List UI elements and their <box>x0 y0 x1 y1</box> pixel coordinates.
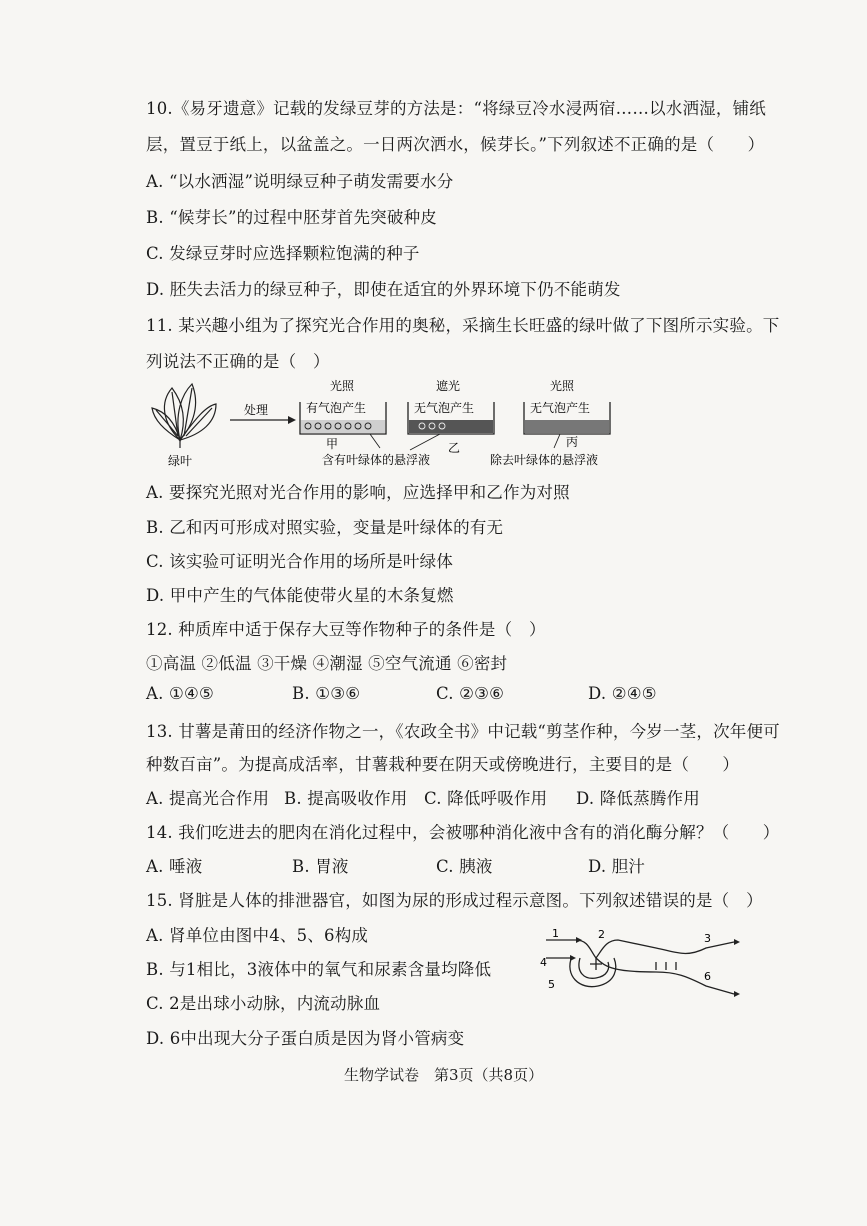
tube-jia-top-label: 光照 <box>330 379 355 393</box>
caption-left: 含有叶绿体的悬浮液 <box>322 453 431 467</box>
q15-option-d: D. 6中出现大分子蛋白质是因为肾小管病变 <box>146 1029 465 1048</box>
q14-option-a: A. 唾液 <box>146 857 203 876</box>
q12-option-a: A. ①④⑤ <box>146 684 214 703</box>
tube-bing <box>524 378 610 449</box>
tube-jia-inner-label: 有气泡产生 <box>306 401 367 415</box>
nephron-label-1: 1 <box>552 928 559 940</box>
nephron-label-2: 2 <box>598 928 605 941</box>
q13-stem-line2: 种数百亩”。为提高成活率，甘薯栽种要在阴天或傍晚进行，主要目的是（ ） <box>146 755 740 774</box>
q12-option-c: C. ②③⑥ <box>436 684 505 703</box>
q11-option-a: A. 要探究光照对光合作用的影响，应选择甲和乙作为对照 <box>146 483 570 502</box>
q15-stem: 15. 肾脏是人体的排泄器官，如图为尿的形成过程示意图。下列叙述错误的是（ ） <box>146 891 763 910</box>
q14-option-b: B. 胃液 <box>292 857 349 876</box>
page-footer: 生物学试卷 第3页（共8页） <box>344 1066 544 1084</box>
q14-option-c: C. 胰液 <box>436 857 493 876</box>
tube-bing-mark: 丙 <box>566 435 579 449</box>
q11-option-b: B. 乙和丙可形成对照实验，变量是叶绿体的有无 <box>146 518 504 537</box>
q12-conditions: ①高温 ②低温 ③干燥 ④潮湿 ⑤空气流通 ⑥密封 <box>146 654 508 673</box>
q11-stem-line2: 列说法不正确的是（ ） <box>146 352 330 371</box>
q11-option-d: D. 甲中产生的气体能使带火星的木条复燃 <box>146 586 454 605</box>
q14-option-d: D. 胆汁 <box>588 857 646 876</box>
q10-stem-line1: 10.《易牙遗意》记载的发绿豆芽的方法是：“将绿豆冷水浸两宿……以水洒湿，铺纸 <box>146 99 766 118</box>
q14-stem: 14. 我们吃进去的肥肉在消化过程中，会被哪种消化液中含有的消化酶分解？（ ） <box>146 823 780 842</box>
tube-jia <box>300 378 386 451</box>
tube-yi-mark: 乙 <box>448 441 461 455</box>
q15-option-b: B. 与1相比，3液体中的氧气和尿素含量均降低 <box>146 960 492 979</box>
q13-stem-line1: 13. 甘薯是莆田的经济作物之一，《农政全书》中记载“剪茎作种，今岁一茎，次年便可 <box>146 722 780 741</box>
tube-bing-top-label: 光照 <box>550 379 575 393</box>
q10-option-b: B. “候芽长”的过程中胚芽首先突破种皮 <box>146 208 437 227</box>
q13-option-d: D. 降低蒸腾作用 <box>576 789 700 808</box>
q10-stem-line2: 层，置豆于纸上，以盆盖之。一日两次洒水，候芽长。”下列叙述不正确的是（ ） <box>146 135 765 154</box>
tube-yi <box>408 378 494 455</box>
nephron-diagram <box>536 928 746 1003</box>
tube-yi-top-label: 遮光 <box>436 379 461 393</box>
q11-experiment-figure <box>140 378 620 473</box>
leaf-label: 绿叶 <box>168 454 193 468</box>
nephron-label-6: 6 <box>704 970 711 983</box>
q12-option-b: B. ①③⑥ <box>292 684 361 703</box>
q11-option-c: C. 该实验可证明光合作用的场所是叶绿体 <box>146 552 454 571</box>
nephron-label-5: 5 <box>548 978 555 991</box>
q13-option-c: C. 降低呼吸作用 <box>424 789 548 808</box>
q15-option-c: C. 2是出球小动脉，内流动脉血 <box>146 994 381 1013</box>
q12-option-d: D. ②④⑤ <box>588 684 657 703</box>
tube-yi-inner-label: 无气泡产生 <box>414 401 475 415</box>
caption-right: 除去叶绿体的悬浮液 <box>490 453 599 467</box>
q13-option-a: A. 提高光合作用 <box>146 789 270 808</box>
tube-jia-mark: 甲 <box>326 437 339 451</box>
tube-bing-inner-label: 无气泡产生 <box>530 401 591 415</box>
q11-stem-line1: 11. 某兴趣小组为了探究光合作用的奥秘，采摘生长旺盛的绿叶做了下图所示实验。下 <box>146 316 780 335</box>
q15-option-a: A. 肾单位由图中4、5、6构成 <box>146 926 369 945</box>
q12-stem: 12. 种质库中适于保存大豆等作物种子的条件是（ ） <box>146 620 546 639</box>
nephron-label-3: 3 <box>704 932 711 945</box>
q10-option-d: D. 胚失去活力的绿豆种子，即使在适宜的外界环境下仍不能萌发 <box>146 280 621 299</box>
nephron-label-4: 4 <box>540 956 547 969</box>
q10-option-c: C. 发绿豆芽时应选择颗粒饱满的种子 <box>146 244 420 263</box>
process-arrow-label: 处理 <box>244 403 269 417</box>
q10-option-a: A. “以水洒湿”说明绿豆种子萌发需要水分 <box>146 172 454 191</box>
leaf-icon <box>152 384 216 448</box>
q13-option-b: B. 提高吸收作用 <box>284 789 408 808</box>
